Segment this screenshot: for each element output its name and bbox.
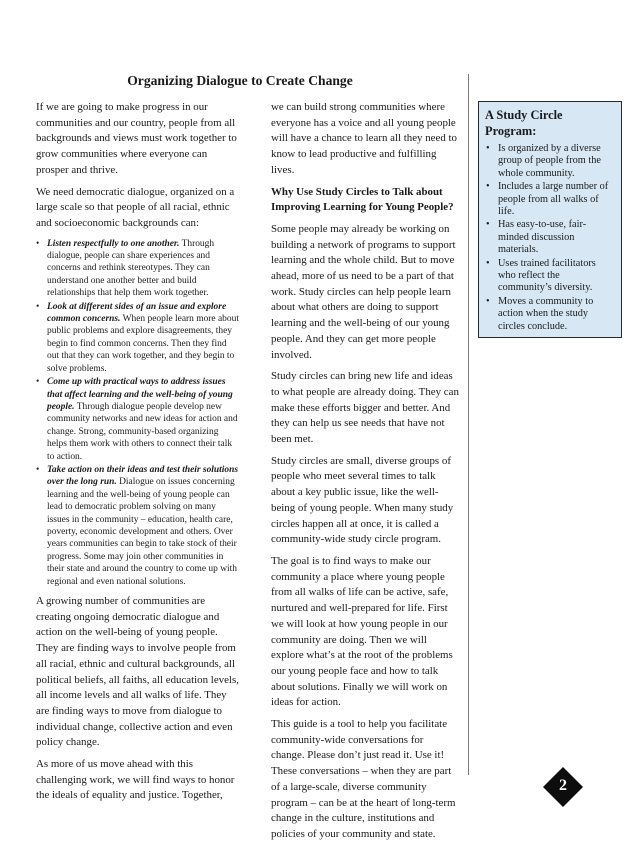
study-circle-sidebar-box [478, 101, 622, 338]
list-item-text: Through dialogue people develop new community networks and new ideas for action and change. Strong, community-based organizing helps them work with others to connect their talk to action. [47, 401, 238, 462]
section-heading: Why Use Study Circles to Talk about Improving Learning for Young People? [271, 185, 454, 214]
list-item [36, 464, 240, 588]
list-item-text: Through dialogue, people can share experiences and concerns and rethink stereotypes. They can understand one another better and build relationships that help them work together. [47, 238, 215, 299]
page-number-badge [543, 767, 583, 807]
paragraph: we can build strong communities where everyone has a voice and all young people will have a chance to learn all they need to know to lead productive and fulfilling lives. [271, 101, 457, 176]
paragraph: As more of us move ahead with this challenging work, we will find ways to honor the ideals of equality and justice. Together, [36, 758, 235, 802]
dialogue-goals-list [36, 238, 240, 588]
list-item-lead: Take action on their ideas and test their solutions over the long run. [47, 464, 239, 488]
list-item: • Moves a community to action when the study circles conclude. [485, 296, 615, 333]
list-item-text: Dialogue on issues concerning learning and the well-being of young people can lead to democratic problem solving on many issues in the community – education, health care, poverty, economic development and others. Over years communities can begin to take stock of their progress. Some may join other communities in their state and around the country to come up with regional and even national solutions. [47, 477, 238, 587]
column-divider [468, 74, 469, 775]
left-column [36, 100, 240, 810]
paragraph: We need democratic dialogue, organized on a large scale so that people of all racial, ethnic and socioeconomic backgrounds can: [36, 185, 235, 229]
paragraph: Study circles can bring new life and ideas to what people are already doing. They can make these efforts bigger and better. And they can help us see needs that have not been met. [271, 370, 459, 446]
list-item: • Uses trained facilitators who reflect the community’s diversity. [485, 258, 615, 295]
paragraph: The goal is to find ways to make our community a place where young people from all walks of life can be active, safe, nurtured and well-prepared for life. First we will look at how young people in our community are doing. Then we will explore what’s at the root of the problems our young people face and how to talk about solutions. Finally we will work on ideas for action. [271, 554, 453, 709]
sidebar-box-title: A Study Circle Program: [485, 108, 563, 138]
paragraph: If we are going to make progress in our communities and our country, people from all backgrounds and views must work together to grow communities where everyone can prosper and thrive. [36, 101, 237, 176]
middle-column [271, 100, 459, 849]
list-item-lead: Come up with practical ways to address issues that affect learning and the well-being of young people. [47, 377, 233, 412]
list-item [36, 238, 240, 300]
paragraph: A growing number of communities are creating ongoing democratic dialogue and action on the well-being of young people. They are finding ways to involve people from all racial, ethnic and cultural backgrounds, all political beliefs, all faiths, all education levels, all income levels and all walks of life. They are finding ways to move from dialogue to individual change, collective action and even policy change. [36, 595, 239, 749]
list-item-text: When people learn more about public problems and explore disagreements, they begin to find common concerns. Then they find out that they can work together, and they begin to solve problems. [47, 314, 239, 374]
paragraph: Some people may already be working on building a network of programs to support learning and the whole child. But to move ahead, more of us need to be a part of that work. Study circles can help people learn about what others are doing to support learning and the well-being of our young people. And they can get more people involved. [271, 222, 456, 361]
list-item: • Is organized by a diverse group of people from the whole community. [485, 143, 615, 180]
list-item [36, 301, 240, 375]
list-item-lead: Listen respectfully to one another. [47, 238, 180, 249]
sidebar-box-list [485, 143, 615, 333]
list-item: • Includes a large number of people from all walks of life. [485, 181, 615, 218]
page-number: 2 [559, 777, 567, 794]
paragraph: This guide is a tool to help you facilitate community-wide conversations for change. Please don’t just read it. Use it! These conversations – when they are part of a large-scale, diverse community program – can be at the heart of long-term change in the culture, institutions and policies of your community and state. [271, 718, 456, 840]
list-item [36, 376, 240, 463]
page-title: Organizing Dialogue to Create Change [127, 73, 353, 88]
paragraph: Study circles are small, diverse groups of people who meet several times to talk about a key public issue, like the well-being of young people. When many study circles happen all at once, it is called a community-wide study circle program. [271, 454, 454, 546]
list-item: • Has easy-to-use, fair-minded discussion materials. [485, 219, 615, 256]
list-item-lead: Look at different sides of an issue and explore common concerns. [47, 301, 227, 325]
